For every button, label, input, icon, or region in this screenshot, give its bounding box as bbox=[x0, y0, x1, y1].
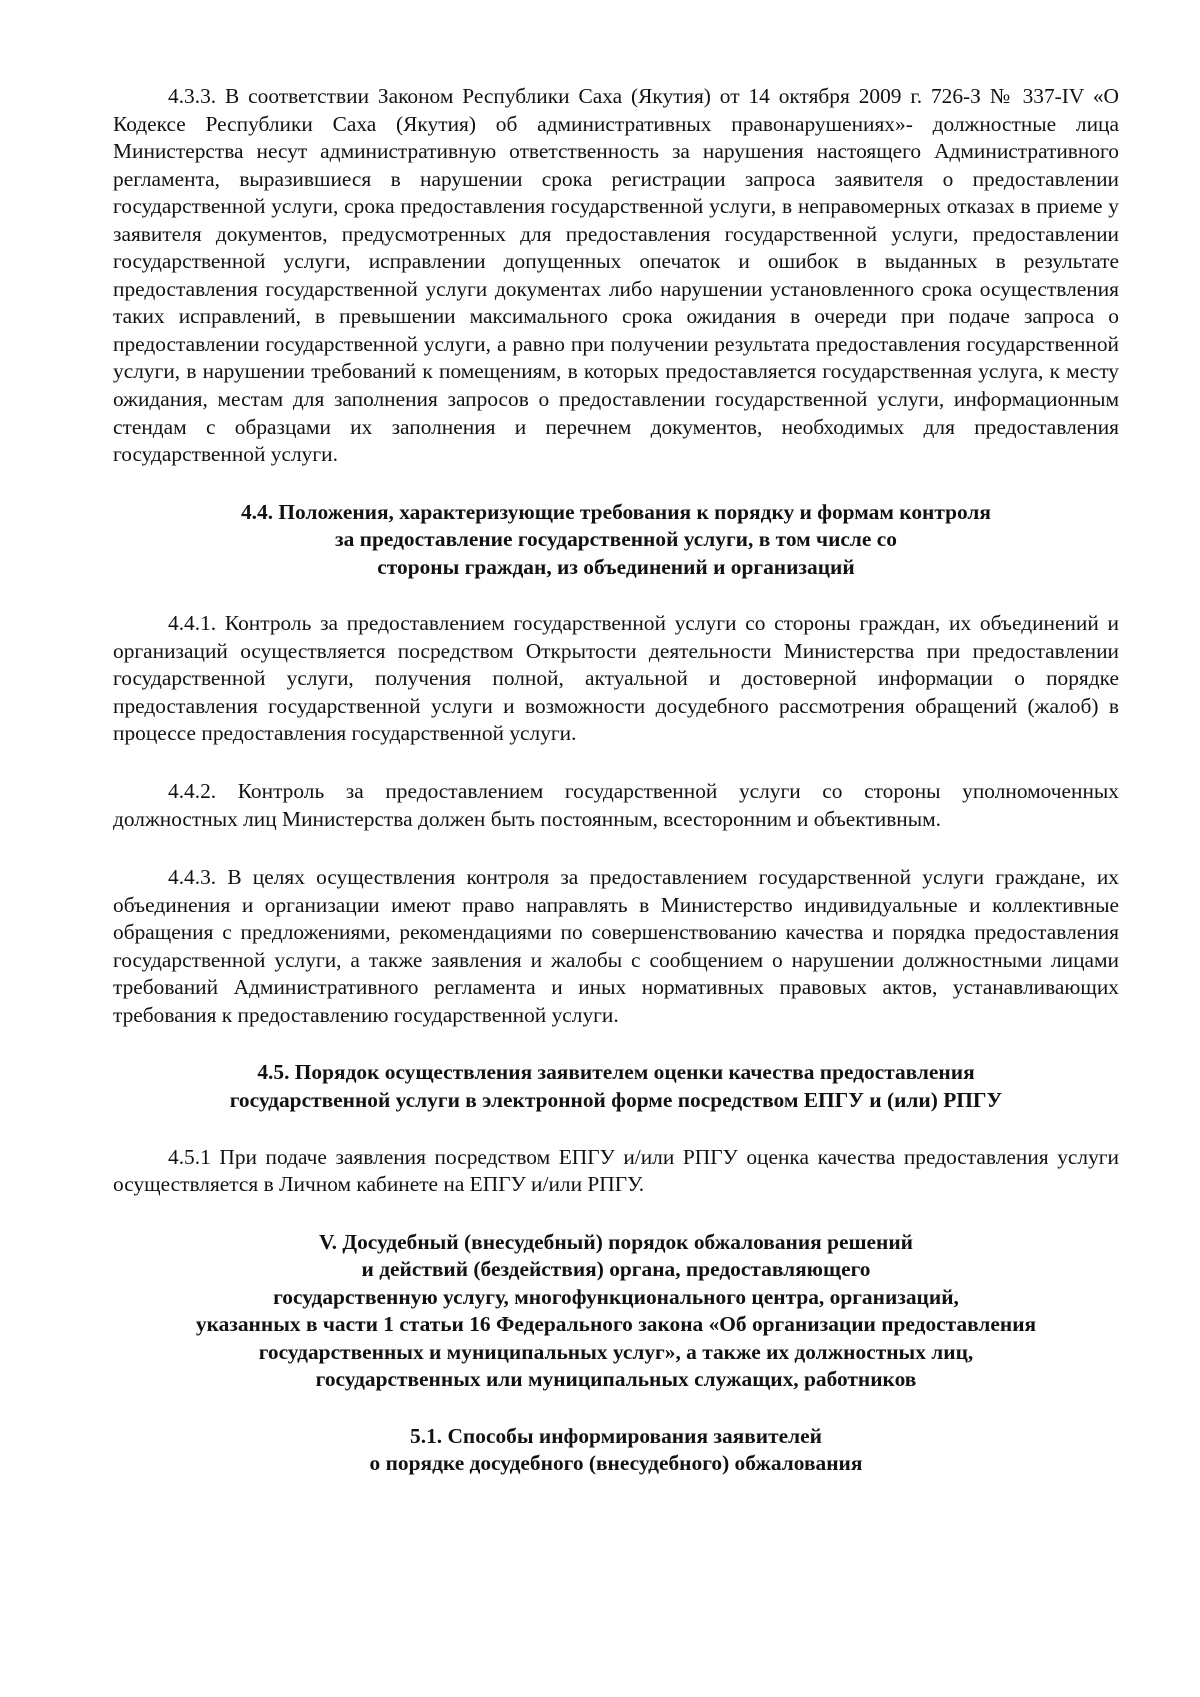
paragraph-4-4-2: 4.4.2. Контроль за предоставлением государственной услуги со стороны уполномоченных должностных лиц Министерства должен быть постоянным, всесторонним и объективным. bbox=[113, 779, 1119, 831]
heading-v-line-6: государственных или муниципальных служащих, работников bbox=[315, 1367, 917, 1392]
heading-v-line-4: указанных в части 1 статьи 16 Федерального закона «Об организации предоставления bbox=[195, 1312, 1037, 1337]
heading-5-1-line-2: о порядке досудебного (внесудебного) обжалования bbox=[369, 1451, 863, 1476]
heading-4-5-line-1: 4.5. Порядок осуществления заявителем оценки качества предоставления bbox=[257, 1060, 975, 1085]
heading-v-line-3: государственную услугу, многофункционального центра, организаций, bbox=[273, 1284, 959, 1309]
heading-4-5-line-2: государственной услуги в электронной форме посредством ЕПГУ и (или) РПГУ bbox=[229, 1087, 1003, 1112]
heading-4-4-line-2: за предоставление государственной услуги, в том числе со bbox=[335, 527, 897, 552]
heading-5-1-line-1: 5.1. Способы информирования заявителей bbox=[410, 1423, 822, 1448]
heading-4-5 bbox=[113, 1059, 1119, 1114]
heading-4-4 bbox=[113, 499, 1119, 582]
heading-v-line-1: V. Досудебный (внесудебный) порядок обжалования решений bbox=[318, 1229, 914, 1254]
heading-5-1 bbox=[113, 1423, 1119, 1478]
paragraph-4-4-3: 4.4.3. В целях осуществления контроля за предоставлением государственной услуги граждане, их объединения и организации имеют право направлять в Министерство индивидуальные и коллективные обращения с предложениями, рекомендациями по совершенствованию качества и порядка предоставления государственной услуги, а также заявления и жалобы с сообщением о нарушении должностными лицами требований Административного регламента и иных нормативных правовых актов, устанавливающих требования к предоставлению государственной услуги. bbox=[113, 865, 1119, 1027]
heading-v-line-2: и действий (бездействия) органа, предоставляющего bbox=[361, 1257, 871, 1282]
paragraph-4-5-1: 4.5.1 При подаче заявления посредством ЕПГУ и/или РПГУ оценка качества предоставления услуги осуществляется в Личном кабинете на ЕПГУ и/или РПГУ. bbox=[113, 1144, 1119, 1197]
paragraph-4-3-3: 4.3.3. В соответствии Законом Республики Саха (Якутия) от 14 октября 2009 г. 726-З № 337-IV «О Кодексе Республики Саха (Якутия) об административных правонарушениях»- должностные лица Министерства несут административную ответственность за нарушения настоящего Административного регламента, выразившиеся в нарушении срока регистрации запроса заявителя о предоставлении государственной услуги, срока предоставления государственной услуги, в неправомерных отказах в приеме у заявителя документов, предусмотренных для предоставления государственной услуги, предоставлении государственной услуги, исправлении допущенных опечаток и ошибок в выданных в результате предоставления государственной услуги документах либо нарушении установленного срока осуществления таких исправлений, в превышении максимального срока ожидания в очереди при подаче запроса о предоставлении государственной услуги, а равно при получении результата предоставления государственной услуги, в нарушении требований к помещениям, в которых предоставляется государственная услуга, к месту ожидания, местам для заполнения запросов о предоставлении государственной услуги, информационным стендам с образцами их заполнения и перечнем документов, необходимых для предоставления государственной услуги. bbox=[113, 84, 1119, 467]
document-page bbox=[113, 83, 1119, 1478]
heading-4-4-line-1: 4.4. Положения, характеризующие требования к порядку и формам контроля bbox=[240, 499, 992, 524]
heading-4-4-line-3: стороны граждан, из объединений и организаций bbox=[377, 554, 855, 579]
paragraph-4-4-1: 4.4.1. Контроль за предоставлением государственной услуги со стороны граждан, их объединений и организаций осуществляется посредством Открытости деятельности Министерства при предоставлении государственной услуги, получения полной, актуальной и достоверной информации о порядке предоставления государственной услуги и возможности досудебного рассмотрения обращений (жалоб) в процессе предоставления государственной услуги. bbox=[113, 611, 1119, 746]
heading-v-line-5: государственных и муниципальных услуг», а также их должностных лиц, bbox=[258, 1339, 974, 1364]
heading-section-v bbox=[113, 1229, 1119, 1394]
